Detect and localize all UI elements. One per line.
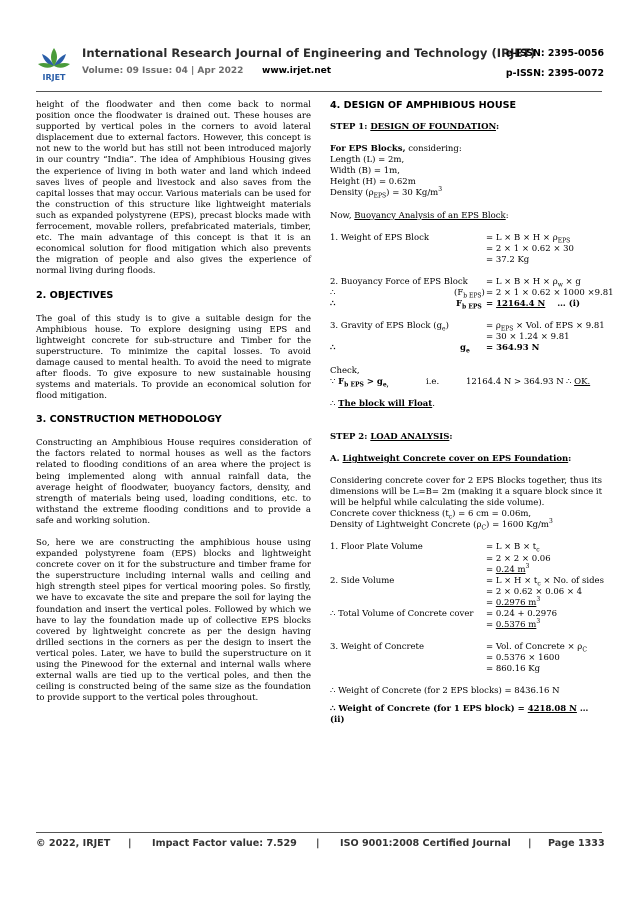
right-column <box>330 100 614 726</box>
methodology-heading: 3. CONSTRUCTION METHODOLOGY <box>36 414 222 426</box>
logo-leaves <box>38 48 70 68</box>
weight-concrete-2-blocks: ∴ Weight of Concrete (for 2 EPS blocks) = 8436.16 N <box>330 686 560 697</box>
footer-copyright: © 2022, IRJET <box>36 838 111 849</box>
volume-issue: Volume: 09 Issue: 04 | Apr 2022 <box>82 66 244 76</box>
side-volume-line-2: = 2 × 0.62 × 0.06 × 4 <box>486 586 583 597</box>
eps-density: Density $(\rho_{EPS}) = 30$ $Kg/m^3$ <box>330 186 443 201</box>
concrete-density: Density of Lightweight Concrete $(\rho_C) = 1600$ $Kg/m^3$ <box>330 518 553 533</box>
journal-header <box>36 44 604 90</box>
journal-title: International Research Journal of Engineering and Technology (IRJET) <box>82 46 536 60</box>
design-heading: 4. DESIGN OF AMPHIBIOUS HOUSE <box>330 100 517 111</box>
total-volume-line-2: = 0.5376 $m^3$ <box>486 618 541 631</box>
step2-heading: STEP 2: LOAD ANALYSIS: <box>330 431 453 442</box>
check-label: Check, <box>330 365 360 376</box>
buoyancy-force-result: ∴ $F_{b EPS}$ = 12164.4 N … (i) <box>330 299 581 311</box>
step1-heading: STEP 1: DESIGN OF FOUNDATION: <box>330 122 500 132</box>
eps-length: Length (L) = 2m, <box>330 155 405 166</box>
logo-text: IRJET <box>42 73 66 82</box>
weight-eps-line-3: = 37.2 Kg <box>486 254 530 265</box>
concrete-cover-paragraph: Considering concrete cover for 2 EPS Blocks together, thus its dimensions will be L=B= 2m (making it a square block since it will be helpful while calculating the side volume). <box>330 475 602 509</box>
objectives-heading: 2. OBJECTIVES <box>36 289 114 301</box>
left-column <box>36 100 311 704</box>
concrete-thickness: Concrete cover thickness $(t_c) = 6$ cm = 0.06m, <box>330 509 532 521</box>
weight-eps-row: 1. Weight of EPS Block = $L \times B \times H \times \rho_{EPS}$ <box>330 232 571 245</box>
footer-separator: | <box>528 838 532 849</box>
float-conclusion: ∴ The block will Float. <box>330 398 435 409</box>
footer-separator: | <box>128 838 132 849</box>
header-rule <box>36 91 602 92</box>
floor-plate-row: 1. Floor Plate Volume = $L \times B \times t_c$ <box>330 542 540 555</box>
check-row: ∵ $F_{b EPS} > g_{e,}$ i.e. 12164.4 N > 364.93 N ∴ OK. <box>330 376 591 389</box>
footer-iso: ISO 9001:2008 Certified Journal <box>340 838 511 849</box>
side-volume-row: 2. Side Volume = $L \times H \times t_c \times No$. of sides <box>330 575 604 588</box>
p-issn: p-ISSN: 2395-0072 <box>505 68 604 79</box>
buoyancy-heading: Now, Buoyancy Analysis of an EPS Block: <box>330 210 509 221</box>
total-volume-row: ∴ Total Volume of Concrete cover = 0.24 + 0.2976 <box>330 609 558 619</box>
weight-concrete-line-2: = 0.5376 × 1600 <box>486 653 560 664</box>
weight-eps-line-2: = 2 × 1 × 0.62 × 30 <box>486 243 574 254</box>
side-volume-line-3: = 0.2976 $m^3$ <box>486 596 541 608</box>
floor-plate-line-3: = 0.24 $m^3$ <box>486 562 530 575</box>
weight-concrete-1-block: ∴ Weight of Concrete (for 1 EPS block) = 4218.08 N … (ii) <box>330 703 589 725</box>
weight-concrete-row: 3. Weight of Concrete = Vol. of Concrete × $\rho_C$ <box>330 642 587 654</box>
eps-width: Width (B) = 1m, <box>330 166 400 177</box>
buoyancy-force-row: 2. Buoyancy Force of EPS Block = $L \times B \times H \times \rho_w \times g$ <box>330 276 581 289</box>
e-issn: e-ISSN: 2395-0056 <box>506 48 604 59</box>
eps-height: Height (H) = 0.62m <box>330 177 416 188</box>
footer-page-number: Page 1333 <box>548 838 605 849</box>
concrete-cover-heading: A. Lightweight Concrete cover on EPS Foundation: <box>330 453 572 464</box>
methodology-paragraph-1: Constructing an Amphibious House requires consideration of the factors related to normal houses as well as the factors related to flooding conditions of an area where the project is being implemented along with annual rainfall data, the average height of floodwater, buoyancy factors, density, and strength of materials being used, loading conditions, etc. to withstand the extreme flooding conditions and to provide a safe and working solution. <box>36 438 311 526</box>
gravity-line-2: = 30 × 1.24 × 9.81 <box>486 332 570 343</box>
footer-impact-factor: Impact Factor value: 7.529 <box>152 838 297 849</box>
objectives-paragraph: The goal of this study is to give a suitable design for the Amphibious house. To explore designing using EPS and lightweight concrete for sub-structure and Timber for the superstructure. To minimize the capital losses. To avoid damage caused to mental health. To avoid the need to migrate after floods. To give exposure to new sustainable housing systems and materials. To provide an economical solution for flood mitigation. <box>36 313 311 402</box>
irjet-logo-icon <box>36 44 72 88</box>
eps-intro: For EPS Blocks, considering: <box>330 144 462 155</box>
footer-rule <box>36 832 602 833</box>
footer-separator: | <box>316 838 320 849</box>
gravity-row: 3. Gravity of EPS Block $(g_e)$ = $\rho_{EPS}$ × Vol. of EPS × 9.81 <box>330 321 605 333</box>
weight-concrete-line-3: = 860.16 Kg <box>486 664 541 675</box>
gravity-result: ∴ $g_e$ = 364.93 N <box>330 343 540 356</box>
floor-plate-line-2: = 2 × 2 × 0.06 <box>486 553 551 564</box>
journal-website-link[interactable]: www.irjet.net <box>262 66 332 76</box>
methodology-paragraph-2: So, here we are constructing the amphibious house using expanded polystyrene foam (EPS) blocks and lightweight concrete cover on it for the substructure and timber frame for the superstructure including internal walls and ceiling and high strength steel pipes for vertical mooring poles. So firstly, we have to excavate the site and prepare the soil for laying the foundation and insert the vertical poles. Followed by which we have to lay the foundation made up of collective EPS blocks covered by lightweight concrete as per the design having drilled sections in the corners as per the design to insert the vertical poles. Later, we have to build the superstructure on it using the Pinewood for the external and internal walls where external walls are tied up to the vertical poles, and then the ceiling is constructed being of the same size as the foundation to provide support to the vertical poles throughout. <box>36 538 311 704</box>
buoyancy-force-line-2: ∴ $(F_{b EPS})$ = 2 × 1 × 0.62 × 1000 ×9.81 <box>330 288 614 300</box>
intro-paragraph: height of the floodwater and then come back to normal position once the floodwater is drained out. These houses are supported by vertical poles in the corners to avoid lateral displacement due to external factors. However, this concept is not new to the world but has still not been introduced majorly in our country “India”. The idea of Amphibious Housing gives the experience of living in both water and land which indeed saves lives of people and livestock and also saves from the capital losses that may occur. Various materials can be used for the construction of this structure like lightweight materials such as expanded polystyrene (EPS), precast blocks made with ferrocement, movable rollers, prefabricated materials, timber, etc. The main advantage of this concept is that it is an economical solution for flood mitigation which also prevents the migration of people and also gives the experience of normal living during floods. <box>36 100 311 277</box>
